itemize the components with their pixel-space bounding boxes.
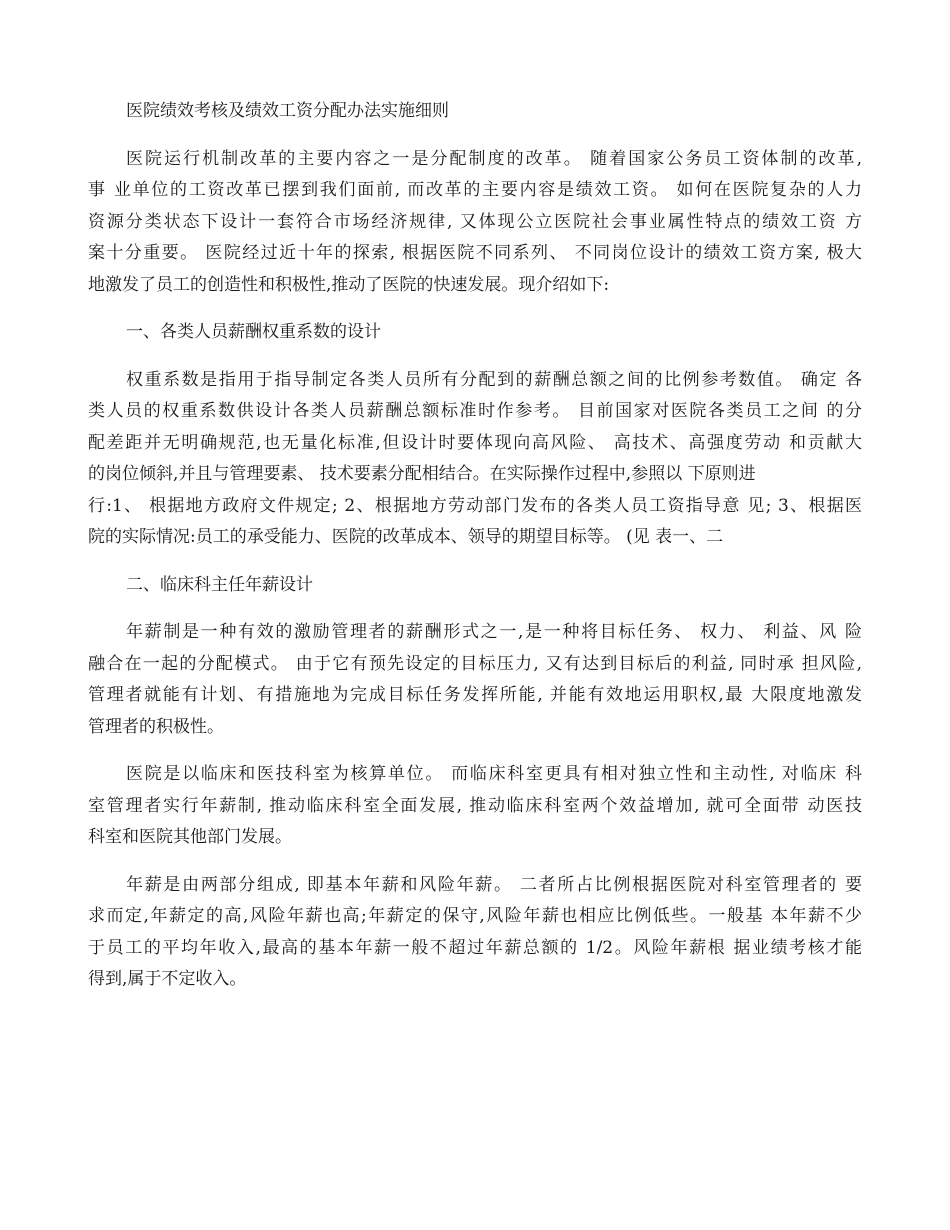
document-title: 医院绩效考核及绩效工资分配办法实施细则: [126, 101, 449, 121]
section2-paragraph: [88, 870, 862, 996]
paragraph-line: 于员工的平均年收入,最高的基本年薪一般不超过年薪总额的 1/2。风险年薪根 据业绩考核才能: [88, 937, 862, 958]
paragraph-line: 室管理者实行年薪制, 推动临床科室全面发展, 推动临床科室两个效益增加, 就可全面带 动医技: [88, 795, 862, 816]
paragraph-line: 科室和医院其他部门发展。: [88, 827, 292, 847]
paragraph-line: 地激发了员工的创造性和积极性,推动了医院的快速发展。现介绍如下:: [88, 274, 610, 295]
section-heading: 二、临床科主任年薪设计: [126, 574, 313, 595]
paragraph-line: 事 业单位的工资改革已摆到我们面前, 而改革的主要内容是绩效工资。 如何在医院复杂的人力: [88, 180, 862, 200]
paragraph-line: 管理者就能有计划、有措施地为完成目标任务发挥所能, 并能有效地运用职权,最 大限度地激发: [88, 685, 862, 705]
paragraph-line: 权重系数是指用于指导制定各类人员所有分配到的薪酬总额之间的比例参考数值。 确定 各: [126, 369, 862, 390]
paragraph-line: 行:1、 根据地方政府文件规定; 2、根据地方劳动部门发布的各类人员工资指导意 见; 3、根据医: [88, 495, 862, 516]
intro-paragraph: [88, 144, 862, 302]
paragraph-line: 医院运行机制改革的主要内容之一是分配制度的改革。 随着国家公务员工资体制的改革,: [126, 148, 862, 169]
paragraph-line: 融合在一起的分配模式。 由于它有预先设定的目标压力, 又有达到目标后的利益, 同时承 担风险,: [88, 653, 862, 674]
paragraph-line: 资源分类状态下设计一套符合市场经济规律, 又体现公立医院社会事业属性特点的绩效工资 方: [88, 211, 862, 232]
paragraph-line: 院的实际情况:员工的承受能力、医院的改革成本、领导的期望目标等。 (见 表一、二: [88, 527, 724, 547]
paragraph-line: 求而定,年薪定的高,风险年薪也高;年薪定的保守,风险年薪也相应比例低些。一般基 本年薪不少: [88, 906, 862, 926]
section2-paragraph: [88, 759, 862, 854]
paragraph-line: 配差距并无明确规范,也无量化标准,但设计时要体现向高风险、 高技术、高强度劳动 和贡献大: [88, 432, 862, 453]
section-heading: 一、各类人员薪酬权重系数的设计: [126, 322, 381, 342]
paragraph-line: 的岗位倾斜,并且与管理要素、 技术要素分配相结合。在实际操作过程中,参照以 下原则进: [88, 464, 756, 484]
paragraph-line: 案十分重要。 医院经过近十年的探索, 根据医院不同系列、 不同岗位设计的绩效工资方案, 极大: [88, 243, 862, 263]
paragraph-line: 管理者的积极性。: [88, 716, 224, 737]
document-body: [88, 96, 862, 1012]
section2-paragraph: [88, 617, 862, 743]
paragraph-line: 年薪制是一种有效的激励管理者的薪酬形式之一,是一种将目标任务、 权力、 利益、风 险: [126, 622, 862, 642]
paragraph-line: 医院是以临床和医技科室为核算单位。 而临床科室更具有相对独立性和主动性, 对临床 科: [126, 764, 862, 784]
paragraph-line: 得到,属于不定收入。: [88, 969, 247, 989]
section1-paragraph: [88, 365, 862, 554]
paragraph-line: 类人员的权重系数供设计各类人员薪酬总额标准时作参考。 目前国家对医院各类员工之间 的分: [88, 401, 862, 421]
paragraph-line: 年薪是由两部分组成, 即基本年薪和风险年薪。 二者所占比例根据医院对科室管理者的 要: [126, 874, 862, 895]
